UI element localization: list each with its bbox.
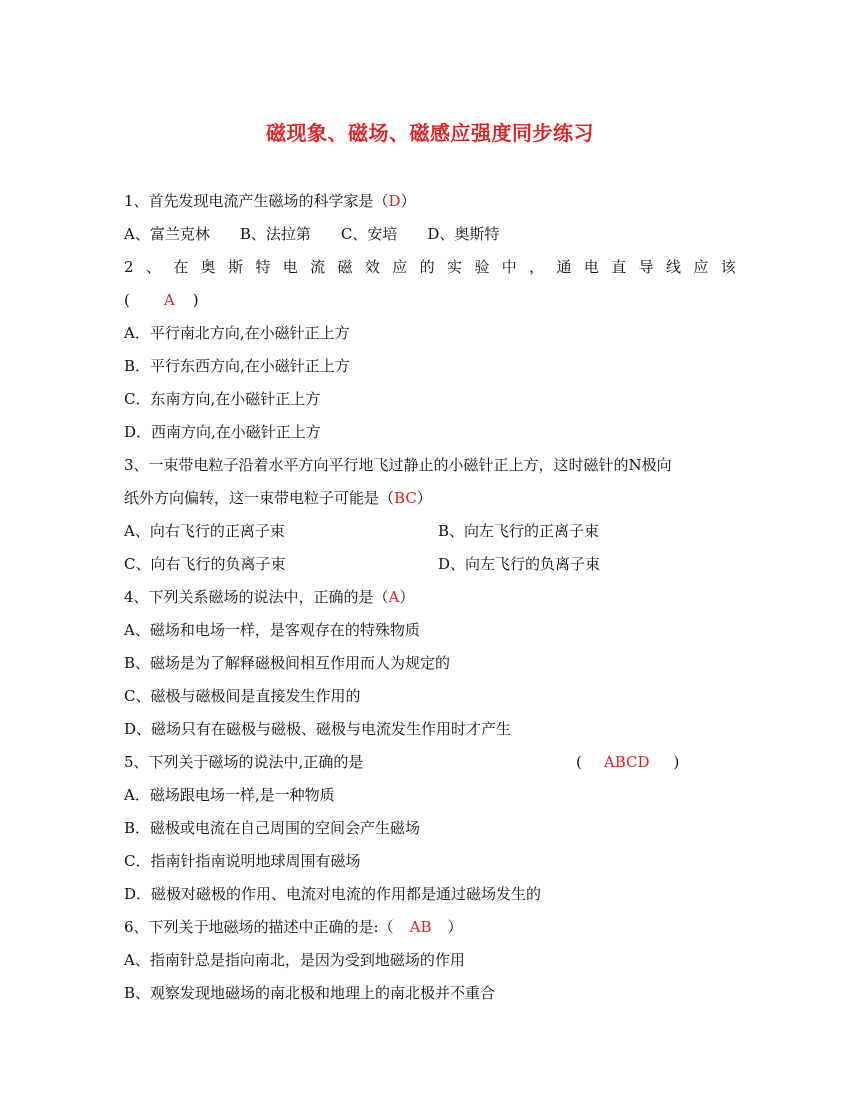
question-6-option-b: B、观察发现地磁场的南北极和地理上的南北极并不重合 xyxy=(124,984,496,1002)
question-4-option-d: D、磁场只有在磁极与磁极、磁极与电流发生作用时才产生 xyxy=(124,720,512,738)
question-6-option-a: A、指南针总是指向南北，是因为受到地磁场的作用 xyxy=(124,951,465,969)
question-4-option-b: B、磁场是为了解释磁极间相互作用而人为规定的 xyxy=(124,654,451,672)
bracket-open: ( xyxy=(124,291,130,309)
question-2-char: 奥 xyxy=(200,258,216,276)
question-6-stem xyxy=(124,917,462,937)
question-2-char: 直 xyxy=(611,258,627,276)
question-3-option-a: A、向右飞行的正离子束 xyxy=(124,522,285,540)
question-5-stem: 5、下列关于磁场的说法中,正确的是 xyxy=(124,753,364,771)
question-2-char: 的 xyxy=(419,258,435,276)
question-2-char: 实 xyxy=(447,258,463,276)
question-2-char: 应 xyxy=(392,258,408,276)
answer-text: D xyxy=(388,192,401,210)
question-4-stem xyxy=(124,587,414,607)
question-2-char: 、 xyxy=(145,258,161,276)
question-2-char: 斯 xyxy=(228,258,244,276)
question-3-stem-line2 xyxy=(124,488,432,508)
bracket-close: ） xyxy=(447,918,463,936)
question-2-char: 特 xyxy=(255,258,271,276)
answer-text: A xyxy=(163,291,175,309)
question-2-char: 效 xyxy=(364,258,380,276)
question-2-answer-line xyxy=(124,290,199,310)
question-2-option-a: A．平行南北方向,在小磁针正上方 xyxy=(124,324,350,342)
question-stem-text: 4、下列关系磁场的说法中，正确的是（ xyxy=(124,588,389,606)
question-stem-text: 6、下列关于地磁场的描述中正确的是:（ xyxy=(124,918,394,936)
question-2-char: 流 xyxy=(310,258,326,276)
question-4-option-a: A、磁场和电场一样，是客观存在的特殊物质 xyxy=(124,621,420,639)
question-2-option-b: B．平行东西方向,在小磁针正上方 xyxy=(124,357,350,375)
question-3-option-b: B、向左飞行的正离子束 xyxy=(438,522,600,540)
question-2-char: 电 xyxy=(282,258,298,276)
bracket-close: ） xyxy=(399,588,415,606)
question-2-char: 线 xyxy=(666,258,682,276)
question-2-char: 2 xyxy=(124,258,134,276)
question-2-char: 在 xyxy=(173,258,189,276)
question-5-option-b: B．磁极或电流在自己周围的空间会产生磁场 xyxy=(124,819,421,837)
question-2-char: ， xyxy=(529,258,545,276)
bracket-close: ） xyxy=(416,489,432,507)
bracket-close: ) xyxy=(192,291,199,309)
question-2-char: 电 xyxy=(583,258,599,276)
question-2-option-c: C．东南方向,在小磁针正上方 xyxy=(124,390,321,408)
question-2-char: 应 xyxy=(693,258,709,276)
bracket-open: ( xyxy=(576,753,582,771)
bracket-close: ) xyxy=(673,753,680,771)
question-1-stem xyxy=(124,191,416,211)
question-3-option-d: D、向左飞行的负离子束 xyxy=(438,555,601,573)
answer-text: ABCD xyxy=(603,753,650,771)
question-5-option-a: A．磁场跟电场一样,是一种物质 xyxy=(124,786,335,804)
question-2-char: 中 xyxy=(501,258,517,276)
answer-text: AB xyxy=(409,918,432,936)
question-5-answer xyxy=(576,752,679,772)
page-title: 磁现象、磁场、磁感应强度同步练习 xyxy=(266,121,594,145)
question-stem-text: 纸外方向偏转，这一束带电粒子可能是（ xyxy=(124,489,395,507)
answer-text: BC xyxy=(394,489,417,507)
question-stem-text: 1、首先发现电流产生磁场的科学家是（ xyxy=(124,192,389,210)
question-2-char: 该 xyxy=(720,258,736,276)
question-2-char: 导 xyxy=(638,258,654,276)
question-5-option-c: C．指南针指南说明地球周围有磁场 xyxy=(124,852,361,870)
bracket-close: ） xyxy=(400,192,416,210)
question-2-stem xyxy=(124,257,736,277)
question-4-option-c: C、磁极与磁极间是直接发生作用的 xyxy=(124,687,361,705)
question-5-option-d: D．磁极对磁极的作用、电流对电流的作用都是通过磁场发生的 xyxy=(124,885,542,903)
question-1-options: A、富兰克林 B、法拉第 C、安培 D、奥斯特 xyxy=(124,225,500,243)
question-2-char: 验 xyxy=(474,258,490,276)
question-2-option-d: D．西南方向,在小磁针正上方 xyxy=(124,423,321,441)
answer-text: A xyxy=(388,588,400,606)
question-3-stem-line1: 3、一束带电粒子沿着水平方向平行地飞过静止的小磁针正上方，这时磁针的N极向 xyxy=(124,456,672,474)
question-2-char: 通 xyxy=(556,258,572,276)
question-2-char: 磁 xyxy=(337,258,353,276)
question-3-option-c: C、向右飞行的负离子束 xyxy=(124,555,286,573)
